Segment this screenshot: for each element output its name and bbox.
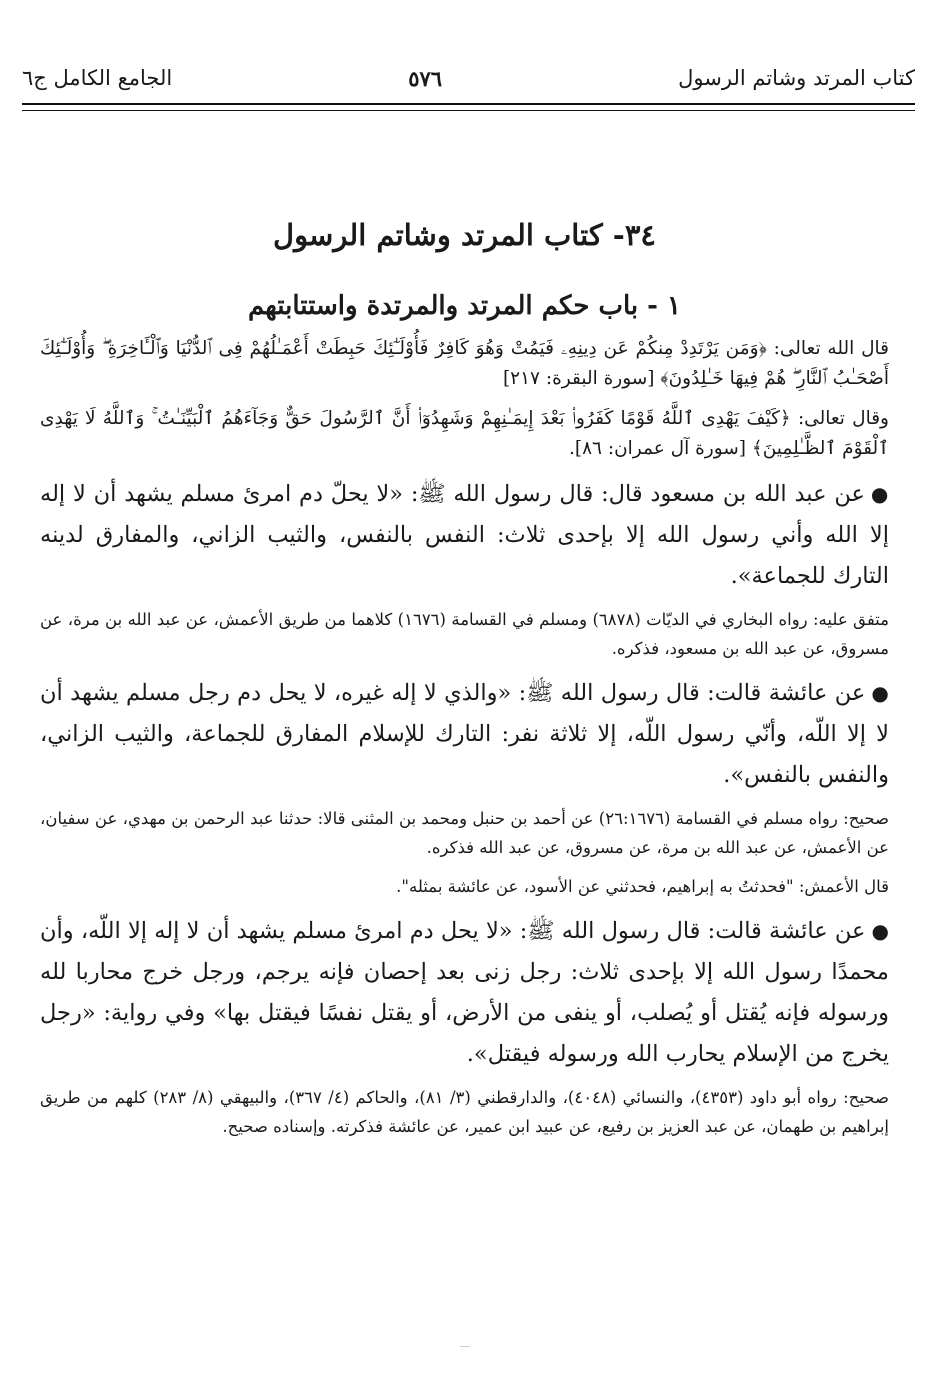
running-header (22, 58, 915, 98)
bullet-icon: ● (871, 681, 889, 705)
hadith-body: عن عائشة قالت: قال رسول الله ﷺ: «والذي لا إله غيره، لا يحل دم رجل مسلم يشهد أن لا إلا اللّه، وأنّي رسول اللّه، إلا ثلاثة نفر: التارك للإسلام المفارق للجماعة، والثيب الزاني، والنفس بالنفس». (40, 680, 889, 788)
quran-verse: وقال تعالى: ﴿كَيْفَ يَهْدِى ٱللَّهُ قَوْمًا كَفَرُوا۟ بَعْدَ إِيمَـٰنِهِمْ وَشَهِدُوٓا۟ أَنَّ ٱلرَّسُولَ حَقٌّ وَجَآءَهُمُ ٱلْبَيِّنَـٰتُ ۚ وَٱللَّهُ لَا يَهْدِى ٱلْقَوْمَ ٱلظَّـٰلِمِينَ﴾ [سورة آل عمران: ٨٦]. (40, 408, 889, 459)
hadith-takhrij: متفق عليه: رواه البخاري في الديّات (٦٨٧٨) ومسلم في القسامة (١٦٧٦) كلاهما من طريق الأعمش، عن عبد الله بن مرة، عن مسروق، عن عبد الله بن مسعود، فذكره. (40, 610, 889, 658)
bullet-icon: ● (870, 482, 889, 506)
hadith-body: عن عبد الله بن مسعود قال: قال رسول الله ﷺ: «لا يحلّ دم امرئ مسلم يشهد أن لا إله إلا الله وأني رسول الله إلا بإحدى ثلاث: النفس بالنفس، والثيب الزاني، والمفارق لدينه التارك للجماعة». (40, 481, 889, 589)
header-book-title: الجامع الكامل ج٦ (22, 66, 173, 90)
header-rule-thin (22, 110, 915, 111)
header-rule-thick (22, 103, 915, 105)
hadith-body: عن عائشة قالت: قال رسول الله ﷺ: «لا يحل دم امرئ مسلم يشهد أن لا إله إلا اللّه، وأن محمدًا رسول الله إلا بإحدى ثلاث: رجل زنى بعد إحصان فإنه يرجم، ورجل خرج محاربا لله ورسوله فإنه يُقتل أو يُصلب، أو ينفى من الأرض، أو يقتل نفسًا فيقتل بها» وفي رواية: «رجل يخرج من الإسلام يحارب الله ورسوله فيقتل». (40, 918, 889, 1067)
page-number: ٥٧٦ (408, 65, 443, 91)
hadith-takhrij: قال الأعمش: "فحدثتُ به إبراهيم، فحدثني عن الأسود، عن عائشة بمثله". (396, 877, 889, 896)
hadith-takhrij: صحيح: رواه مسلم في القسامة (٢٦:١٦٧٦) عن أحمد بن حنبل ومحمد بن المثنى قالا: حدثنا عبد الرحمن بن مهدي، عن سفيان، عن الأعمش، عن عبد الله بن مرة، عن مسروق، عن عبد الله فذكره. (40, 809, 889, 857)
hadith-text (40, 911, 889, 1075)
chapter-title: ٣٤- كتاب المرتد وشاتم الرسول (273, 218, 656, 252)
hadith-text (40, 474, 889, 597)
page-body (40, 210, 889, 1151)
hadith-text (40, 673, 889, 796)
section-title: ١ - باب حكم المرتد والمرتدة واستتابتهم (248, 291, 681, 321)
hadith-takhrij: صحيح: رواه أبو داود (٤٣٥٣)، والنسائي (٤٠٤٨)، والدارقطني (٣/ ٨١)، والحاكم (٤/ ٣٦٧)، والبيهقي (٨/ ٢٨٣) كلهم من طريق إبراهيم بن طهمان، عن عبد العزيز بن رفيع، عن عبيد ابن عمير، عن عائشة فذكرته. وإسناده صحيح. (40, 1088, 889, 1136)
quran-verse: قال الله تعالى: ﴿وَمَن يَرْتَدِدْ مِنكُمْ عَن دِينِهِۦ فَيَمُتْ وَهُوَ كَافِرٌ فَأُوْلَـٰٓئِكَ حَبِطَتْ أَعْمَـٰلُهُمْ فِى ٱلدُّنْيَا وَٱلْـَٔاخِرَةِ ۖ وَأُوْلَـٰٓئِكَ أَصْحَـٰبُ ٱلنَّارِ ۖ هُمْ فِيهَا خَـٰلِدُونَ﴾ [سورة البقرة: ٢١٧] (40, 338, 889, 389)
footer-mark (460, 1346, 470, 1347)
header-chapter-title: كتاب المرتد وشاتم الرسول (678, 66, 915, 90)
bullet-icon: ● (871, 919, 889, 943)
